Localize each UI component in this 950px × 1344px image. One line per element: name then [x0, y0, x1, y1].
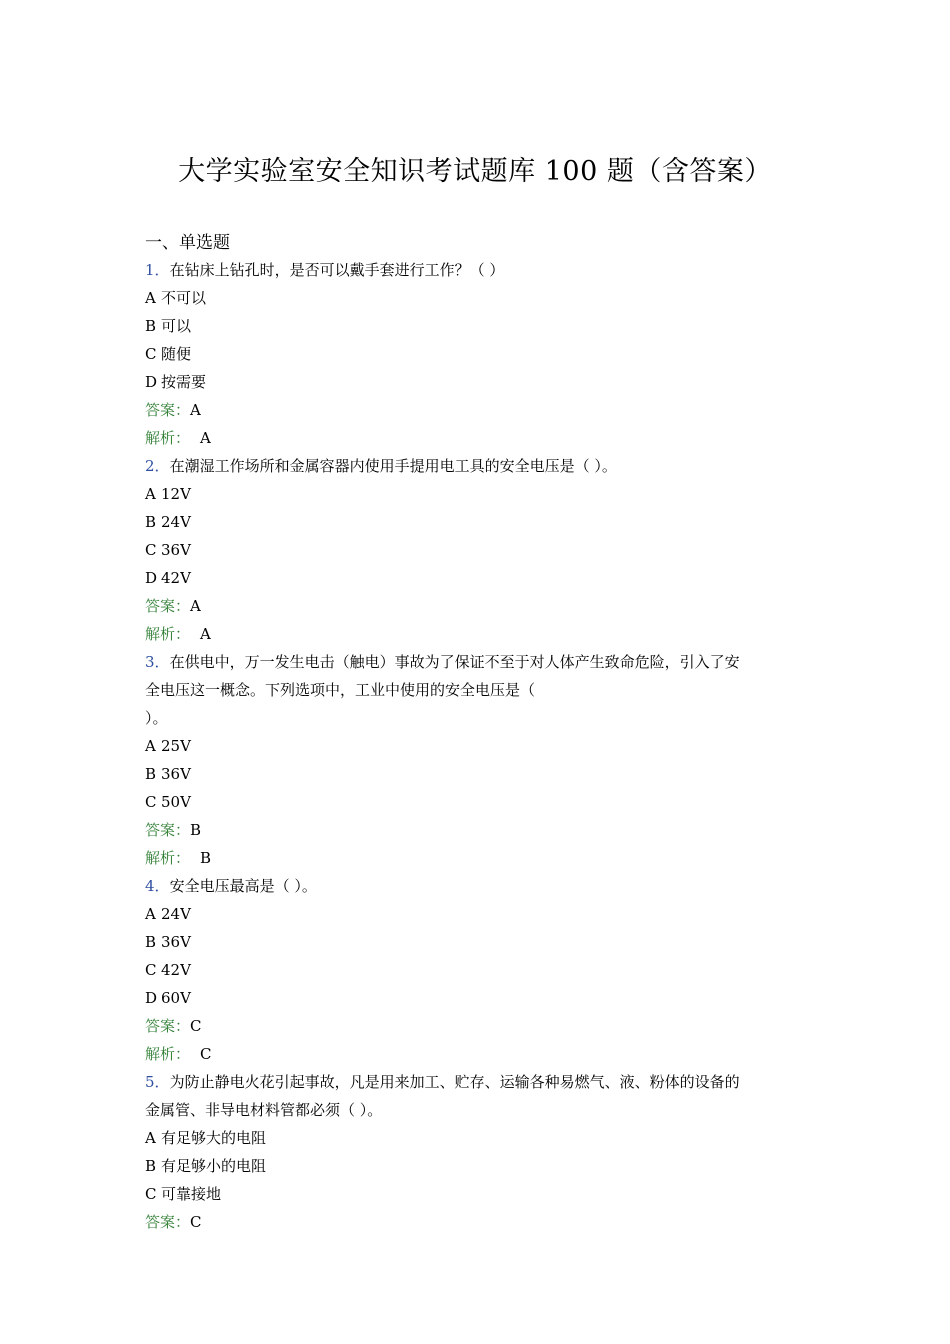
answer-line	[145, 816, 815, 844]
option-a	[145, 1124, 815, 1152]
option-c	[145, 788, 815, 816]
option-b	[145, 1152, 815, 1180]
question-text-line	[145, 704, 815, 732]
option-c	[145, 536, 815, 564]
explanation-line	[145, 620, 815, 648]
option-d	[145, 368, 815, 396]
answer-line	[145, 1012, 815, 1040]
question-text-line	[145, 1096, 815, 1124]
question-text-line	[145, 676, 815, 704]
question-text: 安全电压最高是（ ）。	[169, 877, 317, 895]
question-text: ）。	[145, 709, 168, 727]
explanation-value: C	[200, 1045, 212, 1063]
question-text-line	[145, 256, 815, 284]
explanation-label: 解析：	[145, 849, 191, 867]
explanation-label: 解析：	[145, 625, 191, 643]
option-text: 不可以	[161, 289, 207, 307]
question-text: 全电压这一概念。下列选项中，工业中使用的安全电压是（	[145, 681, 536, 699]
question-list	[145, 230, 815, 1236]
option-letter: D	[145, 989, 158, 1007]
question-text: 金属管、非导电材料管都必须（ ）。	[145, 1101, 383, 1119]
question-number: 3	[145, 653, 155, 671]
option-a	[145, 732, 815, 760]
question-number-dot: ．	[154, 653, 170, 671]
option-text: 50V	[161, 793, 191, 811]
option-letter: B	[145, 933, 157, 951]
option-b	[145, 508, 815, 536]
document-title: 大学实验室安全知识考试题库 100 题（含答案）	[178, 156, 772, 187]
question-number-dot: ．	[154, 261, 170, 279]
option-b	[145, 760, 815, 788]
answer-line	[145, 1208, 815, 1236]
option-text: 24V	[161, 905, 191, 923]
explanation-line	[145, 844, 815, 872]
answer-label: 答案：	[145, 821, 191, 839]
explanation-label: 解析：	[145, 1045, 191, 1063]
question-number: 1	[145, 261, 155, 279]
option-letter: B	[145, 317, 157, 335]
option-letter: C	[145, 541, 157, 559]
option-letter: D	[145, 569, 158, 587]
answer-value: C	[190, 1213, 202, 1231]
option-letter: B	[145, 1157, 157, 1175]
option-text: 可靠接地	[161, 1185, 222, 1203]
option-letter: D	[145, 373, 158, 391]
option-text: 25V	[161, 737, 191, 755]
question-3	[145, 648, 815, 872]
option-text: 36V	[161, 541, 191, 559]
section-heading: 一、单选题	[145, 233, 230, 253]
option-d	[145, 564, 815, 592]
option-a	[145, 900, 815, 928]
option-text: 12V	[161, 485, 191, 503]
option-b	[145, 928, 815, 956]
question-text-line	[145, 648, 815, 676]
option-text: 42V	[161, 961, 191, 979]
option-letter: C	[145, 1185, 157, 1203]
question-text: 在钻床上钻孔时，是否可以戴手套进行工作？（ ）	[169, 261, 505, 279]
answer-label: 答案：	[145, 401, 191, 419]
option-text: 按需要	[161, 373, 207, 391]
option-c	[145, 340, 815, 368]
question-text-line	[145, 872, 815, 900]
explanation-line	[145, 424, 815, 452]
answer-label: 答案：	[145, 1213, 191, 1231]
option-b	[145, 312, 815, 340]
question-1	[145, 256, 815, 452]
option-text: 24V	[161, 513, 191, 531]
answer-label: 答案：	[145, 597, 191, 615]
option-a	[145, 480, 815, 508]
explanation-value: A	[200, 429, 211, 447]
answer-label: 答案：	[145, 1017, 191, 1035]
question-number-dot: ．	[154, 1073, 170, 1091]
question-number-dot: ．	[154, 877, 170, 895]
option-letter: C	[145, 961, 157, 979]
question-text-line	[145, 452, 815, 480]
option-letter: B	[145, 765, 157, 783]
answer-value: A	[190, 401, 201, 419]
explanation-label: 解析：	[145, 429, 191, 447]
option-text: 随便	[161, 345, 192, 363]
question-5	[145, 1068, 815, 1236]
question-text-line	[145, 1068, 815, 1096]
answer-value: C	[190, 1017, 202, 1035]
question-4	[145, 872, 815, 1068]
question-number: 2	[145, 457, 155, 475]
option-c	[145, 956, 815, 984]
option-letter: C	[145, 345, 157, 363]
option-text: 60V	[161, 989, 191, 1007]
explanation-value: B	[200, 849, 212, 867]
option-c	[145, 1180, 815, 1208]
explanation-value: A	[200, 625, 211, 643]
answer-line	[145, 592, 815, 620]
question-2	[145, 452, 815, 648]
question-text: 为防止静电火花引起事故，凡是用来加工、贮存、运输各种易燃气、液、粉体的设备的	[169, 1073, 740, 1091]
option-text: 可以	[161, 317, 192, 335]
answer-value: B	[190, 821, 202, 839]
answer-value: A	[190, 597, 201, 615]
option-letter: B	[145, 513, 157, 531]
option-letter: A	[145, 1129, 156, 1147]
question-number: 4	[145, 877, 155, 895]
question-number-dot: ．	[154, 457, 170, 475]
option-text: 有足够小的电阻	[161, 1157, 267, 1175]
option-letter: C	[145, 793, 157, 811]
question-number: 5	[145, 1073, 155, 1091]
question-text: 在供电中，万一发生电击（触电）事故为了保证不至于对人体产生致命危险，引入了安	[169, 653, 740, 671]
answer-line	[145, 396, 815, 424]
option-letter: A	[145, 905, 156, 923]
option-text: 36V	[161, 765, 191, 783]
option-text: 36V	[161, 933, 191, 951]
option-a	[145, 284, 815, 312]
option-letter: A	[145, 289, 156, 307]
explanation-line	[145, 1040, 815, 1068]
question-text: 在潮湿工作场所和金属容器内使用手提用电工具的安全电压是（ ）。	[169, 457, 617, 475]
option-d	[145, 984, 815, 1012]
option-text: 42V	[161, 569, 191, 587]
option-text: 有足够大的电阻	[161, 1129, 267, 1147]
option-letter: A	[145, 737, 156, 755]
option-letter: A	[145, 485, 156, 503]
